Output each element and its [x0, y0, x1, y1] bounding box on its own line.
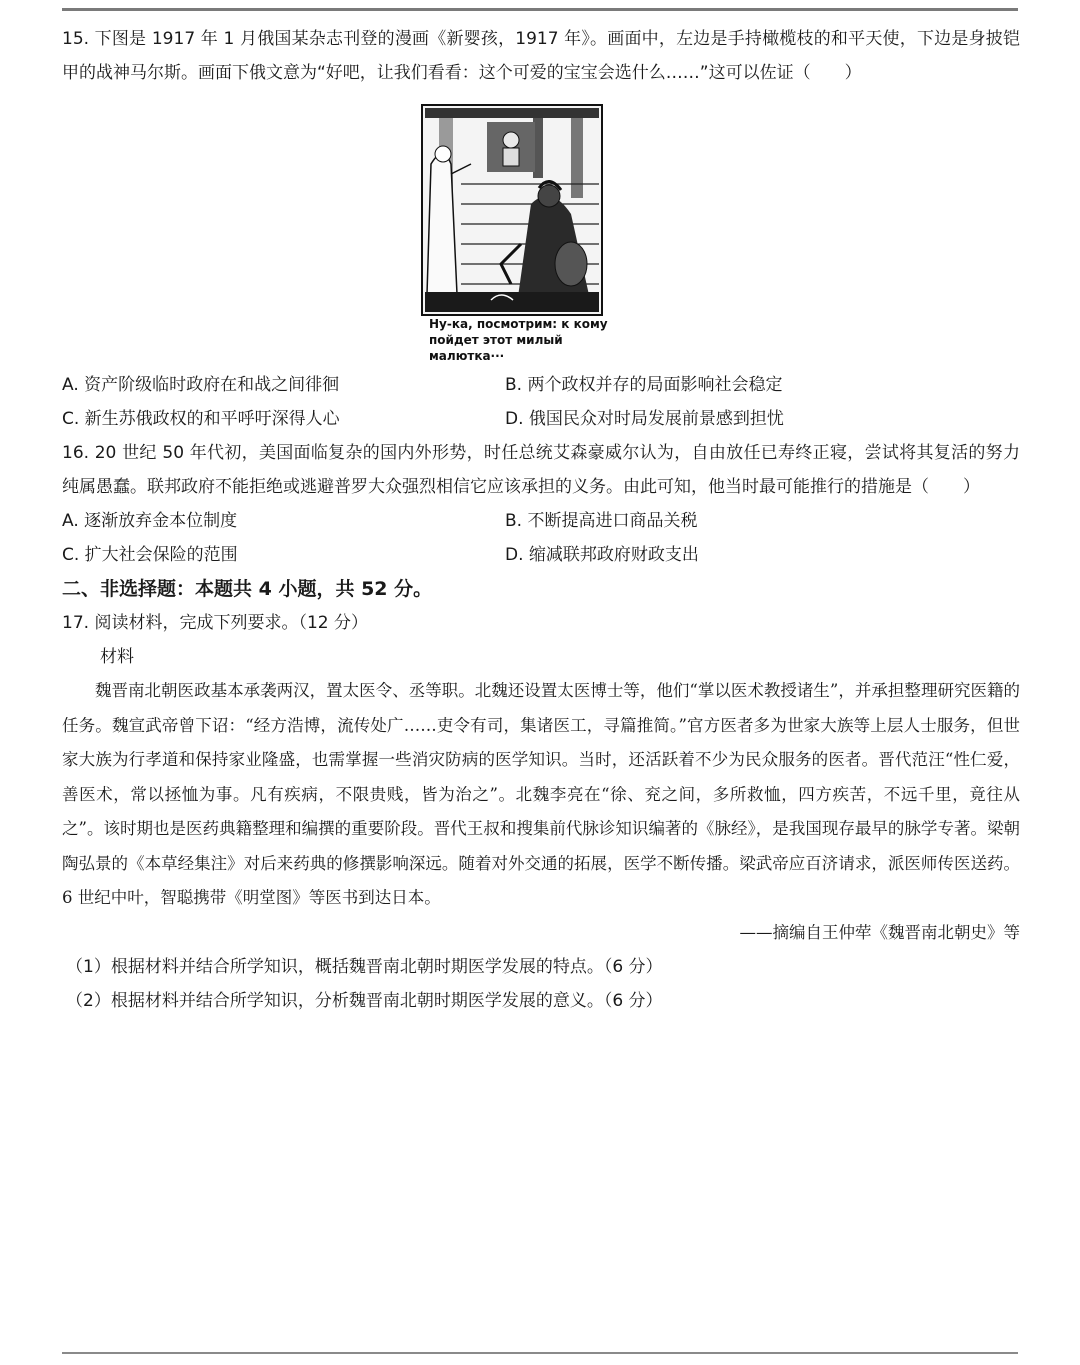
q15-stem: 15. 下图是 1917 年 1 月俄国某杂志刊登的漫画《新婴孩，1917 年》。画面中，左边是手持橄榄枝的和平天使，下边是身披铠甲的战神马尔斯。画面下俄文意为“好吧，让我们看看：这个可爱的宝宝会选什么……”这可以佐证（ ）: [62, 29, 1020, 83]
q15-option-b[interactable]: B. 两个政权并存的局面影响社会稳定: [505, 375, 783, 395]
q15-option-a[interactable]: A. 资产阶级临时政府在和战之间徘徊: [62, 375, 340, 395]
q15-option-c[interactable]: C. 新生苏俄政权的和平呼吁深得人心: [62, 409, 340, 429]
material-label: 材料: [100, 647, 134, 667]
q17-sub-question-1: （1）根据材料并结合所学知识，概括魏晋南北朝时期医学发展的特点。（6 分）: [66, 956, 663, 977]
cartoon-illustration: [421, 104, 603, 316]
material-source: ——摘编自王仲荦《魏晋南北朝史》等: [739, 922, 1020, 942]
q15-option-d[interactable]: D. 俄国民众对时局发展前景感到担忧: [505, 409, 784, 429]
top-rule: [62, 8, 1018, 11]
q17-sub-question-2: （2）根据材料并结合所学知识，分析魏晋南北朝时期医学发展的意义。（6 分）: [66, 990, 663, 1011]
q16-option-c[interactable]: C. 扩大社会保险的范围: [62, 545, 238, 565]
bottom-rule: [62, 1352, 1018, 1354]
q16-option-a[interactable]: A. 逐渐放弃金本位制度: [62, 511, 238, 531]
q17-stem: 17. 阅读材料，完成下列要求。（12 分）: [62, 613, 368, 633]
material-text: 魏晋南北朝医政基本承袭两汉，置太医令、丞等职。北魏还设置太医博士等，他们“掌以医术教授诸生”，并承担整理研究医籍的任务。魏宣武帝曾下诏：“经方浩博，流传处广……吏令有司，集诸医工，寻篇推简。”官方医者多为世家大族等上层人士服务，但世家大族为行孝道和保持家业隆盛，也需掌握一些消灾防病的医学知识。当时，还活跃着不少为民众服务的医者。晋代范汪“性仁爱，善医术，常以拯恤为事。凡有疾病，不限贵贱，皆为治之”。北魏李亮在“徐、兖之间，多所救恤，四方疾苦，不远千里，竟往从之”。该时期也是医药典籍整理和编撰的重要阶段。晋代王叔和搜集前代脉诊知识编著的《脉经》，是我国现存最早的脉学专著。梁朝陶弘景的《本草经集注》对后来药典的修撰影响深远。随着对外交通的拓展，医学不断传播。梁武帝应百济请求，派医师传医送药。6 世纪中叶，智聪携带《明堂图》等医书到达日本。: [62, 681, 1020, 907]
section-heading: 二、非选择题：本题共 4 小题，共 52 分。: [62, 578, 433, 600]
q16-option-d[interactable]: D. 缩减联邦政府财政支出: [505, 545, 699, 565]
q15-options: [62, 368, 1020, 436]
q16-stem: 16. 20 世纪 50 年代初，美国面临复杂的国内外形势，时任总统艾森豪威尔认为，自由放任已寿终正寝，尝试将其复活的努力纯属愚蠢。联邦政府不能拒绝或逃避普罗大众强烈相信它应该承担的义务。由此可知，他当时最可能推行的措施是（ ）: [62, 443, 1020, 497]
q16-option-b[interactable]: B. 不断提高进口商品关税: [505, 511, 698, 531]
figure-caption-line-1: Ну-ка, посмотрим: к кому: [429, 317, 608, 331]
q15-figure: [421, 104, 621, 364]
figure-caption-line-2: пойдет этот милый малютка···: [429, 333, 563, 363]
exam-page: [62, 22, 1020, 1018]
q16-options: [62, 504, 1020, 572]
